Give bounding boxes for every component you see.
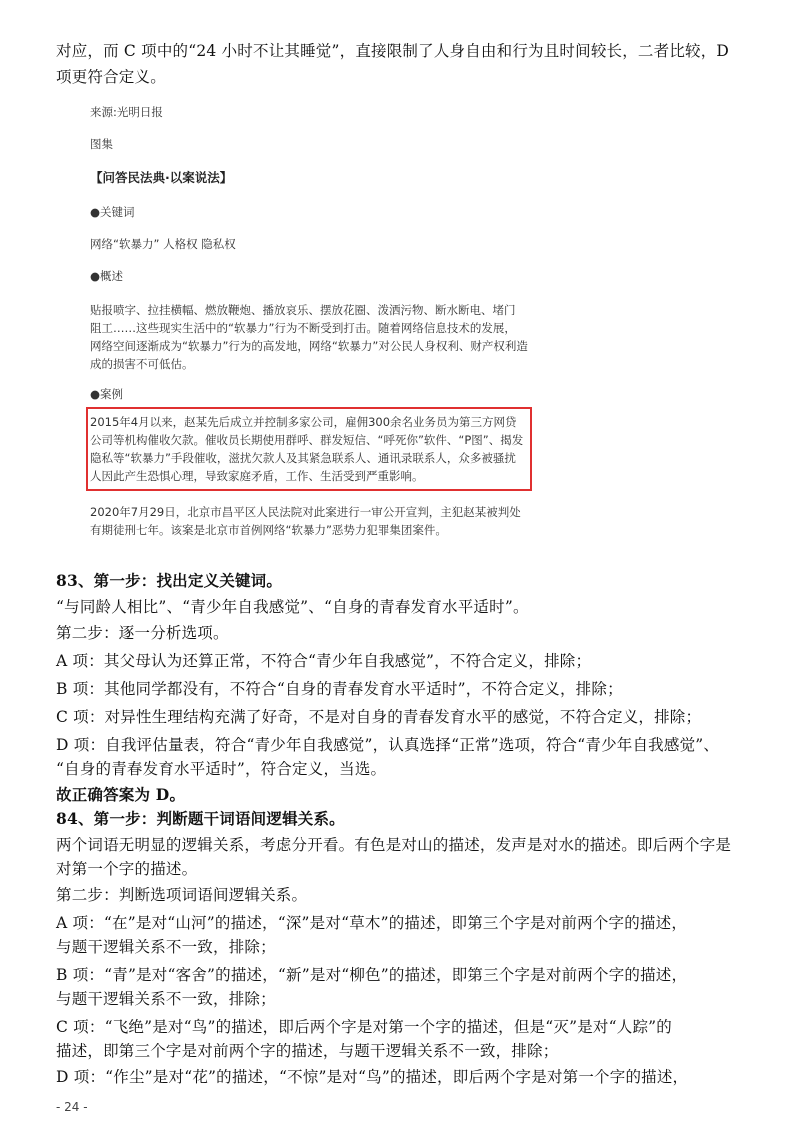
q84-option-c-line1: C 项：“飞绝”是对“鸟”的描述，即后两个字是对第一个字的描述，但是“灭”是对“人踪”的 (56, 1018, 672, 1036)
q84-desc-line1: 两个词语无明显的逻辑关系，考虑分开看。有色是对山的描述，发声是对水的描述。即后两个字是 (56, 836, 732, 854)
summary-line: 成的损害不可低估。 (90, 357, 194, 371)
keywords-text: 网络“软暴力” 人格权 隐私权 (90, 237, 236, 251)
summary-line: 网络空间逐渐成为“软暴力”行为的高发地，网络“软暴力”对公民人身权利、财产权利造 (90, 339, 528, 353)
verdict-line: 2020年7月29日，北京市昌平区人民法院对此案进行一审公开宣判，主犯赵某被判处 (90, 505, 521, 519)
q83-keywords: “与同龄人相比”、“青少年自我感觉”、“自身的青春发育水平适时”。 (56, 598, 529, 616)
keywords-label: ●关键词 (90, 205, 135, 219)
q83-option-d-line2: “自身的青春发育水平适时”，符合定义，当选。 (56, 760, 387, 778)
case-line: 2015年4月以来，赵某先后成立并控制多家公司，雇佣300余名业务员为第三方网贷 (90, 415, 517, 429)
page-number: - 24 - (56, 1100, 88, 1114)
q84-option-a-line1: A 项：“在”是对“山河”的描述，“深”是对“草木”的描述，即第三个字是对前两个字的描述， (56, 914, 688, 932)
intro-line-2: 项更符合定义。 (56, 68, 166, 86)
case-line: 人因此产生恐惧心理，导致家庭矛盾，工作、生活受到严重影响。 (90, 469, 424, 483)
case-label: ●案例 (90, 387, 124, 401)
news-gallery-label: 图集 (90, 137, 113, 151)
q84-step2: 第二步：判断选项词语间逻辑关系。 (56, 886, 308, 904)
q83-answer: 故正确答案为 D。 (56, 785, 186, 804)
q84-option-d-line1: D 项：“作尘”是对“花”的描述，“不惊”是对“鸟”的描述，即后两个字是对第一个字的描述， (56, 1068, 689, 1086)
case-line: 隐私等“软暴力”手段催收，滋扰欠款人及其紧急联系人、通讯录联系人，众多被骚扰 (90, 451, 516, 465)
intro-line-1: 对应，而 C 项中的“24 小时不让其睡觉”，直接限制了人身自由和行为且时间较长，二者比较，D (56, 42, 730, 60)
q83-option-b: B 项：其他同学都没有，不符合“自身的青春发育水平适时”，不符合定义，排除； (56, 680, 623, 698)
q84-step1: 84、第一步：判断题干词语间逻辑关系。 (56, 809, 345, 828)
q84-option-a-line2: 与题干逻辑关系不一致，排除； (56, 938, 276, 956)
verdict-line: 有期徒刑七年。该案是北京市首例网络“软暴力”恶势力犯罪集团案件。 (90, 523, 447, 537)
q84-option-c-line2: 描述，即第三个字是对前两个字的描述，与题干逻辑关系不一致，排除； (56, 1042, 559, 1060)
summary-line: 贴报喷字、拉挂横幅、燃放鞭炮、播放哀乐、摆放花圈、泼洒污物、断水断电、堵门 (90, 303, 516, 317)
news-screenshot (80, 95, 540, 555)
q83-step1: 83、第一步：找出定义关键词。 (56, 571, 283, 590)
q84-option-b-line2: 与题干逻辑关系不一致，排除； (56, 990, 276, 1008)
q83-option-a: A 项：其父母认为还算正常，不符合“青少年自我感觉”，不符合定义，排除； (56, 652, 592, 670)
q83-option-c: C 项：对异性生理结构充满了好奇，不是对自身的青春发育水平的感觉，不符合定义，排除； (56, 708, 702, 726)
q83-step2: 第二步：逐一分析选项。 (56, 624, 229, 642)
q84-desc-line2: 对第一个字的描述。 (56, 860, 198, 878)
news-header: 【问答民法典·以案说法】 (90, 170, 233, 185)
summary-label: ●概述 (90, 269, 124, 283)
q84-option-b-line1: B 项：“青”是对“客舍”的描述，“新”是对“柳色”的描述，即第三个字是对前两个字的描述， (56, 966, 688, 984)
case-line: 公司等机构催收欠款。催收员长期使用群呼、群发短信、“呼死你”软件、“P图”、揭发 (90, 433, 524, 447)
summary-line: 阻工……这些现实生活中的“软暴力”行为不断受到打击。随着网络信息技术的发展， (90, 321, 516, 335)
news-source: 来源:光明日报 (90, 105, 163, 119)
q83-option-d-line1: D 项：自我评估量表，符合“青少年自我感觉”，认真选择“正常”选项，符合“青少年自我感觉”、 (56, 736, 720, 754)
